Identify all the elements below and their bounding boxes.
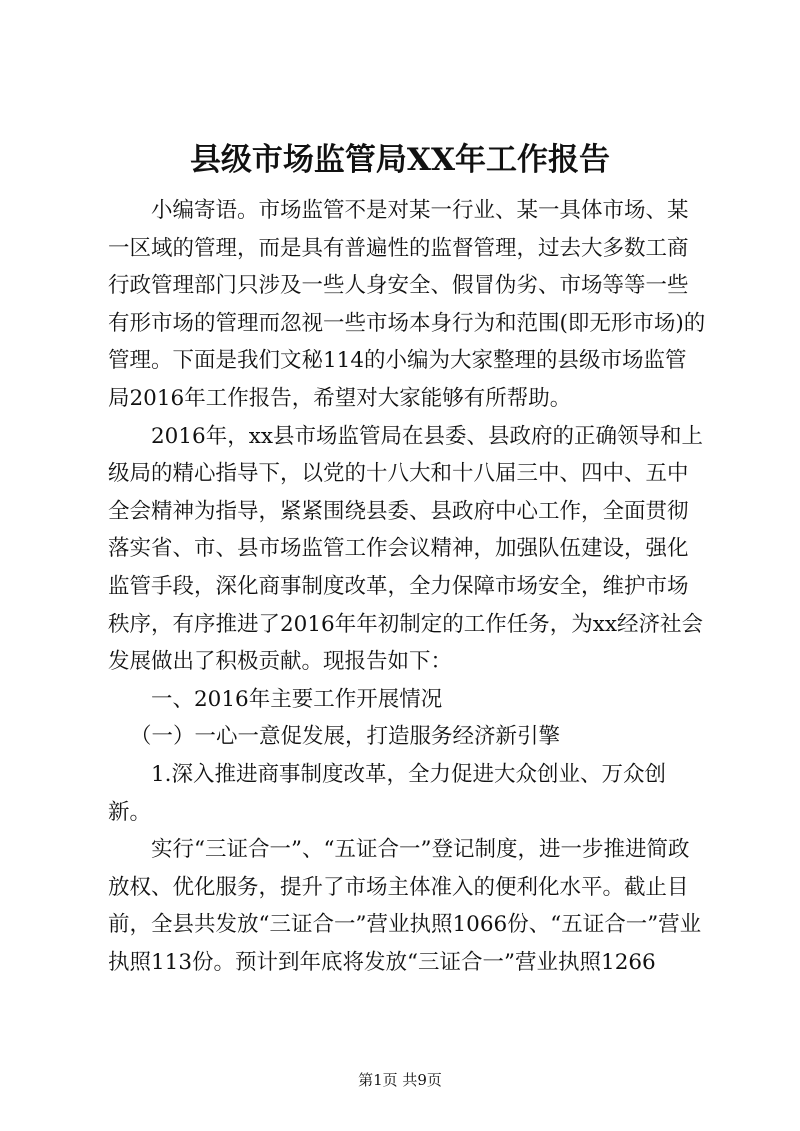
document-body: [108, 192, 708, 981]
subsection-heading-one: （一）一心一意促发展，打造服务经济新引擎: [130, 724, 561, 750]
document-title: 县级市场监管局XX年工作报告: [189, 142, 611, 178]
item-heading-one: 1.深入推进商事制度改革，全力促进大众创业、万众创新。: [108, 761, 667, 825]
page-footer: 第1页 共9页: [358, 1071, 442, 1089]
intro-paragraph: 小编寄语。市场监管不是对某一行业、某一具体市场、某一区域的管理，而是具有普遍性的监督管理，过去大多数工商行政管理部门只涉及一些人身安全、假冒伪劣、市场等等一些有形市场的管理而忽视一些市场本身行为和范围(即无形市场)的管理。下面是我们文秘114的小编为大家整理的县级市场监管局2016年工作报告，希望对大家能够有所帮助。: [108, 198, 706, 411]
section-heading-one: 一、2016年主要工作开展情况: [151, 686, 443, 712]
overview-paragraph: 2016年，xx县市场监管局在县委、县政府的正确领导和上级局的精心指导下，以党的十八大和十八届三中、四中、五中全会精神为指导，紧紧围绕县委、县政府中心工作，全面贯彻落实省、市、县市场监管工作会议精神，加强队伍建设，强化监管手段，深化商事制度改革，全力保障市场安全，维护市场秩序，有序推进了2016年年初制定的工作任务，为xx经济社会发展做出了积极贡献。现报告如下：: [108, 423, 703, 675]
item-one-detail-paragraph: 实行“三证合一”、“五证合一”登记制度，进一步推进简政放权、优化服务，提升了市场主体准入的便利化水平。截止目前，全县共发放“三证合一”营业执照1066份、“五证合一”营业执照113份。预计到年底将发放“三证合一”营业执照1266: [108, 837, 702, 975]
